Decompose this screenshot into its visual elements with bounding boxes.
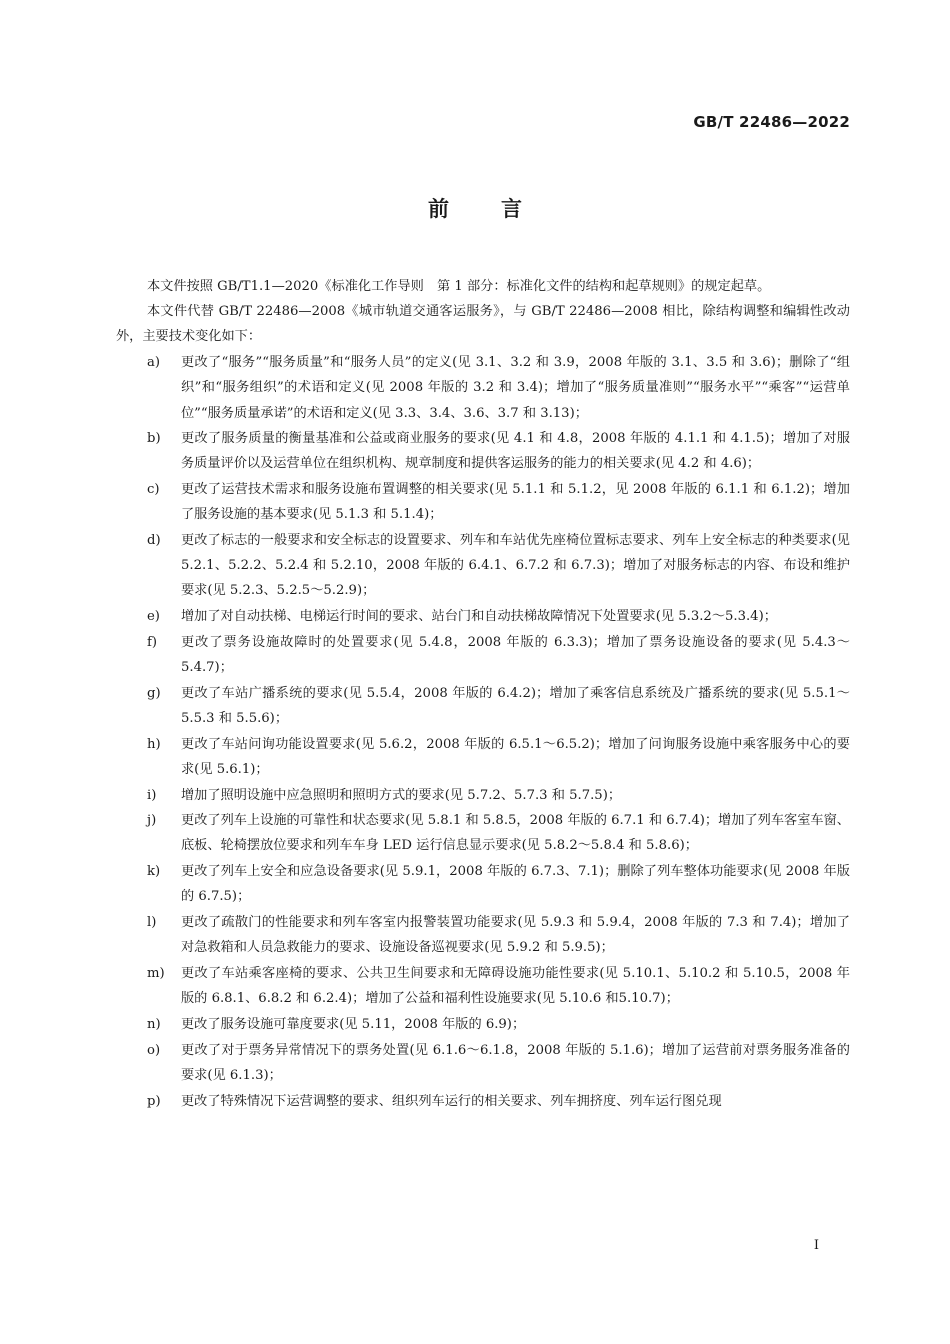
list-marker: c) [147,482,160,498]
list-item [116,910,850,960]
title-char-2: 言 [501,197,522,221]
list-item-text: 更改了“服务”“服务质量”和“服务人员”的定义(见 3.1、3.2 和 3.9，2008 年版的 3.1、3.5 和 3.6)；删除了“组织”和“服务组织”的术语和定义(见 2008 年版的 3.2 和 3.4)；增加了“服务质量准则”“服务水平”“乘客”“运营单位”“服务质量承诺”的术语和定义(见 3.3、3.4、3.6、3.7 和 3.13)； [181,355,850,421]
list-item [116,1038,850,1088]
list-item [116,859,850,909]
list-item-text: 更改了车站广播系统的要求(见 5.5.4，2008 年版的 6.4.2)；增加了乘客信息系统及广播系统的要求(见 5.5.1～5.5.3 和 5.5.6)； [181,685,850,726]
list-marker: a) [147,355,161,371]
list-item-text: 更改了列车上安全和应急设备要求(见 5.9.1，2008 年版的 6.7.3、7.1)；删除了列车整体功能要求(见 2008 年版的 6.7.5)； [181,864,850,905]
page-number: I [813,1238,819,1253]
list-item-text: 增加了对自动扶梯、电梯运行时间的要求、站台门和自动扶梯故障情况下处置要求(见 5.3.2～5.3.4)； [181,609,777,625]
document-body [116,274,850,1114]
list-item [116,961,850,1011]
list-item-text: 更改了服务质量的衡量基准和公益或商业服务的要求(见 4.1 和 4.8，2008 年版的 4.1.1 和 4.1.5)；增加了对服务质量评价以及运营单位在组织机构、规章制度和提供客运服务的能力的相关要求(见 4.2 和 4.6)； [181,431,850,472]
paragraph-drafting-rules: 本文件按照 GB/T1.1—2020《标准化工作导则 第 1 部分：标准化文件的结构和起草规则》的规定起草。 [147,279,771,294]
list-marker: b) [147,431,161,447]
list-item [116,350,850,426]
list-item-text: 更改了票务设施故障时的处置要求(见 5.4.8，2008 年版的 6.3.3)；增加了票务设施设备的要求(见 5.4.3～5.4.7)； [181,634,850,676]
list-item [116,630,850,680]
list-item [116,1089,850,1114]
paragraph-replacement: 本文件代替 GB/T 22486—2008《城市轨道交通客运服务》，与 GB/T 22486—2008 相比，除结构调整和编辑性改动外，主要技术变化如下： [116,304,850,345]
list-item-text: 更改了对于票务异常情况下的票务处置(见 6.1.6～6.1.8，2008 年版的 5.1.6)；增加了运营前对票务服务准备的要求(见 6.1.3)； [181,1042,850,1083]
list-marker: e) [147,609,160,625]
list-marker: m) [147,965,165,981]
list-marker: n) [147,1016,161,1032]
list-item [116,426,850,476]
list-item-text: 更改了车站乘客座椅的要求、公共卫生间要求和无障碍设施功能性要求(见 5.10.1、5.10.2 和 5.10.5，2008 年版的 6.8.1、6.8.2 和 6.2.4)；增加了公益和福利性设施要求(见 5.10.6 和5.10.7)； [181,965,850,1007]
list-marker: d) [147,533,161,549]
list-item-text: 更改了运营技术需求和服务设施布置调整的相关要求(见 5.1.1 和 5.1.2，见 2008 年版的 6.1.1 和 6.1.2)；增加了服务设施的基本要求(见 5.1.3 和 5.1.4)； [181,482,850,523]
list-marker: h) [147,736,161,752]
list-marker: k) [147,864,161,880]
title-char-1: 前 [428,197,449,221]
list-marker: f) [147,634,158,650]
list-marker: o) [147,1042,161,1058]
list-marker: i) [147,787,157,803]
list-item [116,808,850,858]
list-marker: j) [147,813,157,829]
standard-code: GB/T 22486—2022 [693,113,850,131]
list-item-text: 更改了车站问询功能设置要求(见 5.6.2，2008 年版的 6.5.1～6.5.2)；增加了问询服务设施中乘客服务中心的要求(见 5.6.1)； [181,736,850,777]
list-marker: g) [147,685,161,701]
list-item-text: 更改了标志的一般要求和安全标志的设置要求、列车和车站优先座椅位置标志要求、列车上安全标志的种类要求(见 5.2.1、5.2.2、5.2.4 和 5.2.10，2008 年版的 6.4.1、6.7.2 和 6.7.3)；增加了对服务标志的内容、布设和维护要求(见 5.2.3、5.2.5～5.2.9)； [181,533,850,599]
list-item [116,1012,850,1037]
list-item [116,604,850,629]
list-item [116,732,850,782]
change-list [116,350,850,1114]
list-item-text: 增加了照明设施中应急照明和照明方式的要求(见 5.7.2、5.7.3 和 5.7.5)； [181,787,622,803]
list-item-text: 更改了列车上设施的可靠性和状态要求(见 5.8.1 和 5.8.5，2008 年版的 6.7.1 和 6.7.4)；增加了列车客室车窗、底板、轮椅摆放位要求和列车车身 LED 运行信息显示要求(见 5.8.2～5.8.4 和 5.8.6)； [181,813,850,854]
list-item [116,528,850,604]
list-item-text: 更改了疏散门的性能要求和列车客室内报警装置功能要求(见 5.9.3 和 5.9.4，2008 年版的 7.3 和 7.4)；增加了对急救箱和人员急救能力的要求、设施设备巡视要求(见 5.9.2 和 5.9.5)； [181,915,850,956]
list-marker: p) [147,1093,161,1109]
list-item-text: 更改了服务设施可靠度要求(见 5.11，2008 年版的 6.9)； [181,1016,526,1032]
list-item [116,783,850,808]
list-item [116,477,850,527]
page-title [0,193,950,223]
list-marker: l) [147,915,157,931]
list-item-text: 更改了特殊情况下运营调整的要求、组织列车运行的相关要求、列车拥挤度、列车运行图兑现 [181,1093,722,1109]
list-item [116,681,850,731]
